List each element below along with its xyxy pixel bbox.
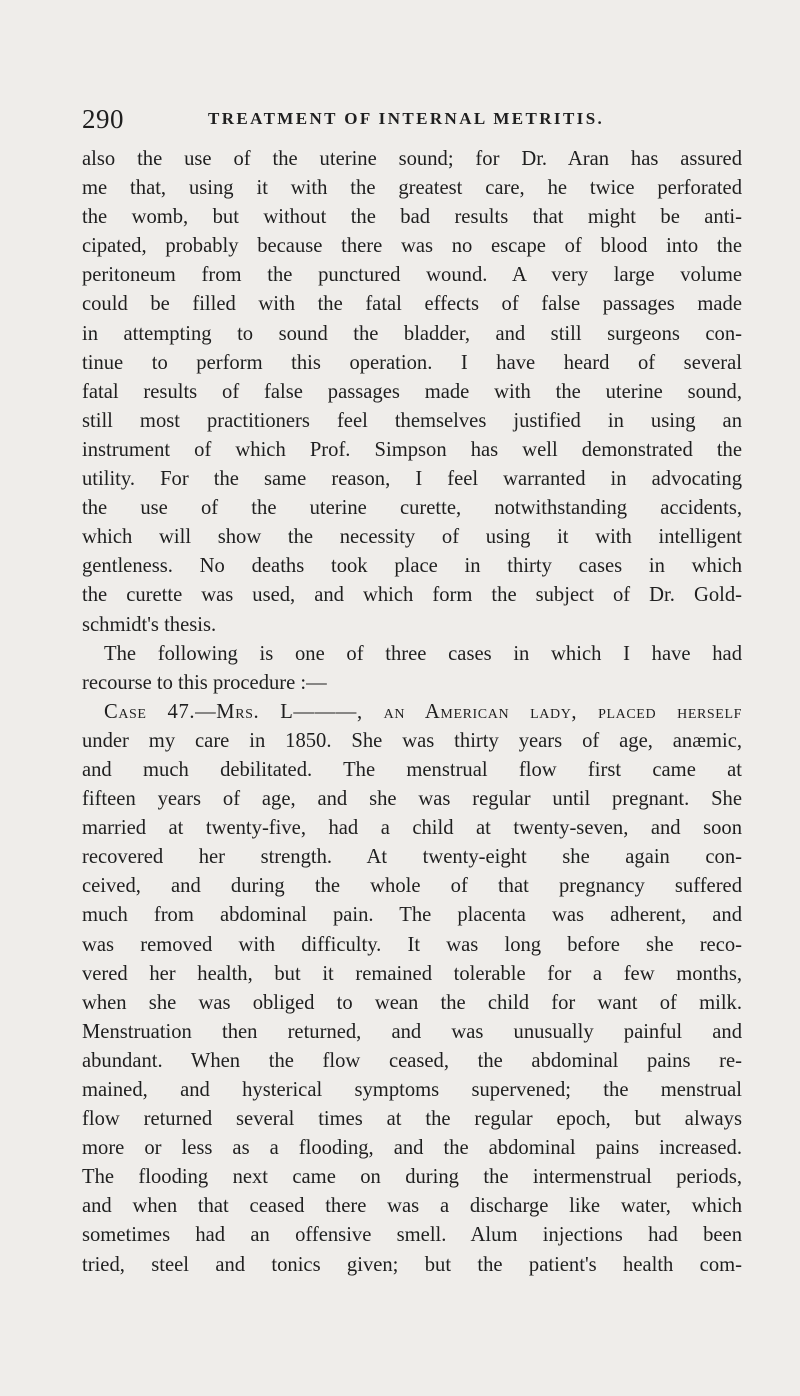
page-number: 290: [82, 104, 124, 134]
text-line: fatal results of false passages made with the uterine sound,: [82, 380, 742, 403]
text-line: flow returned several times at the regular epoch, but always: [82, 1108, 742, 1131]
text-line: recovered her strength. At twenty-eight she again con-: [82, 846, 742, 869]
text-line: much from abdominal pain. The placenta was adherent, and: [82, 904, 742, 927]
text-line: and much debilitated. The menstrual flow first came at: [82, 758, 742, 781]
text-line: vered her health, but it remained tolerable for a few months,: [82, 962, 742, 985]
text-line: was removed with difficulty. It was long before she reco-: [82, 933, 742, 956]
running-head: TREATMENT OF INTERNAL METRITIS.: [208, 109, 605, 128]
text-line: utility. For the same reason, I feel warranted in advocating: [82, 468, 742, 491]
text-line: Menstruation then returned, and was unusually painful and: [82, 1020, 742, 1043]
text-line: mained, and hysterical symptoms supervened; the menstrual: [82, 1079, 742, 1101]
text-line: gentleness. No deaths took place in thirty cases in which: [82, 555, 742, 578]
text-line: when she was obliged to wean the child for want of milk.: [82, 991, 742, 1014]
text-line: abundant. When the flow ceased, the abdominal pains re-: [82, 1049, 742, 1072]
text-line: tinue to perform this operation. I have heard of several: [82, 351, 742, 374]
text-line: tried, steel and tonics given; but the patient's health com-: [82, 1253, 742, 1276]
text-line: fifteen years of age, and she was regular until pregnant. She: [82, 788, 742, 811]
text-line: could be filled with the fatal effects of false passages made: [82, 293, 742, 316]
text-line: also the use of the uterine sound; for Dr. Aran has assured: [82, 148, 742, 170]
text-line: peritoneum from the punctured wound. A very large volume: [82, 264, 742, 287]
text-line: recourse to this procedure :—: [82, 671, 327, 694]
text-line: the womb, but without the bad results that might be anti-: [82, 206, 742, 229]
text-line: the curette was used, and which form the subject of Dr. Gold-: [82, 584, 742, 607]
text-line: still most practitioners feel themselves justified in using an: [82, 409, 742, 432]
text-line: ceived, and during the whole of that pregnancy suffered: [82, 875, 742, 898]
text-line: the use of the uterine curette, notwithstanding accidents,: [82, 497, 742, 520]
text-line: cipated, probably because there was no escape of blood into the: [82, 235, 742, 258]
text-line: instrument of which Prof. Simpson has well demonstrated the: [82, 438, 742, 461]
text-line: schmidt's thesis.: [82, 613, 217, 636]
text-line: The flooding next came on during the intermenstrual periods,: [82, 1166, 742, 1189]
text-line: and when that ceased there was a discharge like water, which: [82, 1195, 742, 1218]
text-line: sometimes had an offensive smell. Alum injections had been: [82, 1224, 742, 1247]
page-body-text: [82, 145, 742, 1280]
page-header: [82, 102, 742, 136]
text-line: married at twenty-five, had a child at twenty-seven, and soon: [82, 817, 742, 840]
case-heading-line: Case 47.—Mrs. L———, an American lady, placed herself: [104, 700, 742, 723]
text-line: under my care in 1850. She was thirty years of age, anæmic,: [82, 729, 742, 752]
text-line: more or less as a flooding, and the abdominal pains increased.: [82, 1137, 742, 1160]
text-line: me that, using it with the greatest care, he twice perforated: [82, 177, 742, 200]
text-line: which will show the necessity of using it with intelligent: [82, 526, 742, 549]
text-line: in attempting to sound the bladder, and still surgeons con-: [82, 322, 742, 345]
text-line: The following is one of three cases in which I have had: [104, 642, 742, 665]
